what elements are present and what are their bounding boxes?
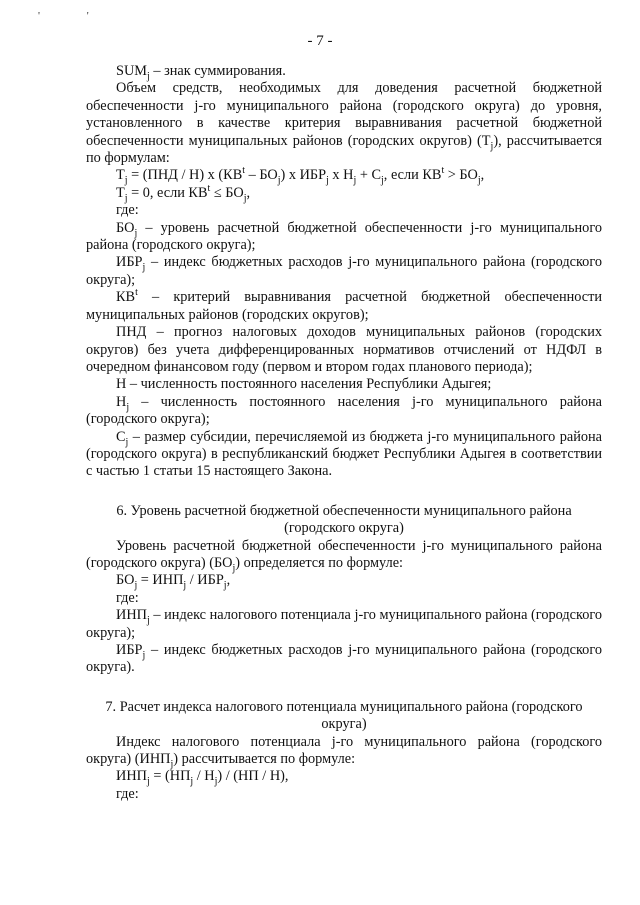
paragraph: $ИБР_j$ – индекс бюджетных расходов j-го муниципального района (городского округа). (86, 642, 602, 676)
paragraph: $ИНП_j$ – индекс налогового потенциала j-го муниципального района (городского округа); (86, 607, 602, 641)
document-body (86, 63, 602, 803)
paragraph: Объем средств, необходимых для доведения расчетной бюджетной обеспеченности j-го муниципального района (городского округа) до уровня, установленного в качестве критерия выравнивания расчетной бюджетной обеспеченности муниципальных районов (городских округов) $(T_j)$, рассчитывается по формулам: (86, 80, 602, 167)
paragraph: $SUM_j$ – знак суммирования. (116, 63, 286, 82)
paragraph: $T_j = (ПНД / Н)$ х $(КВ^t - БО_j)$ х $ИБР_j$ х $Н_j + С_j$, если $КВ^t > БО_j$, (116, 165, 485, 187)
paragraph: $ИНП_j = (НП_j / Н_j) / (НП / Н)$, (116, 768, 289, 788)
paragraph: $ИБР_j$ – индекс бюджетных расходов j-го муниципального района (городского округа); (86, 254, 602, 288)
paragraph: $БО_j$ – уровень расчетной бюджетной обеспеченности j-го муниципального района (городского округа); (86, 219, 602, 254)
paragraph: Уровень расчетной бюджетной обеспеченности j-го муниципального района (городского округа) $(БО_j)$ определяется по формуле: (86, 537, 602, 574)
paragraph: $КВ^t$ – критерий выравнивания расчетной бюджетной обеспеченности муниципальных районов (городских округов); (86, 287, 602, 323)
paragraph: где: (116, 202, 139, 219)
paragraph: $Н_j$ – численность постоянного населения j-го муниципального района (городского округа); (86, 393, 602, 428)
scan-marks: ' ' (38, 10, 111, 22)
page-number: - 7 - (307, 33, 333, 49)
paragraph: $T_j = 0$, если $КВ^t \le БО_j$, (116, 183, 251, 204)
paragraph: $БО_j = ИНП_j / ИБР_j$, (116, 572, 231, 592)
paragraph: Н – численность постоянного населения Республики Адыгея; (116, 376, 492, 393)
paragraph: ПНД – прогноз налоговых доходов муниципальных районов (городских округов) без учета дифференцированных нормативов отчислений от НДФЛ в очередном финансовом году (первом и втором годах планового периода); (86, 324, 602, 375)
paragraph: 6. Уровень расчетной бюджетной обеспеченности муниципального района (городского округа) (116, 502, 572, 537)
paragraph: $С_j$ – размер субсидии, перечисляемой из бюджета j-го муниципального района (городского округа) в республиканский бюджет Республики Адыгея в соответствии с частью 1 статьи 15 настоящего Закона. (86, 428, 602, 480)
paragraph: Индекс налогового потенциала j-го муниципального района (городского округа) $(ИНП_j)$ рассчитывается по формуле: (86, 733, 602, 770)
paragraph: где: (116, 785, 139, 802)
paragraph: 7. Расчет индекса налогового потенциала муниципального района (городского округа) (105, 698, 583, 733)
paragraph: где: (116, 589, 139, 606)
